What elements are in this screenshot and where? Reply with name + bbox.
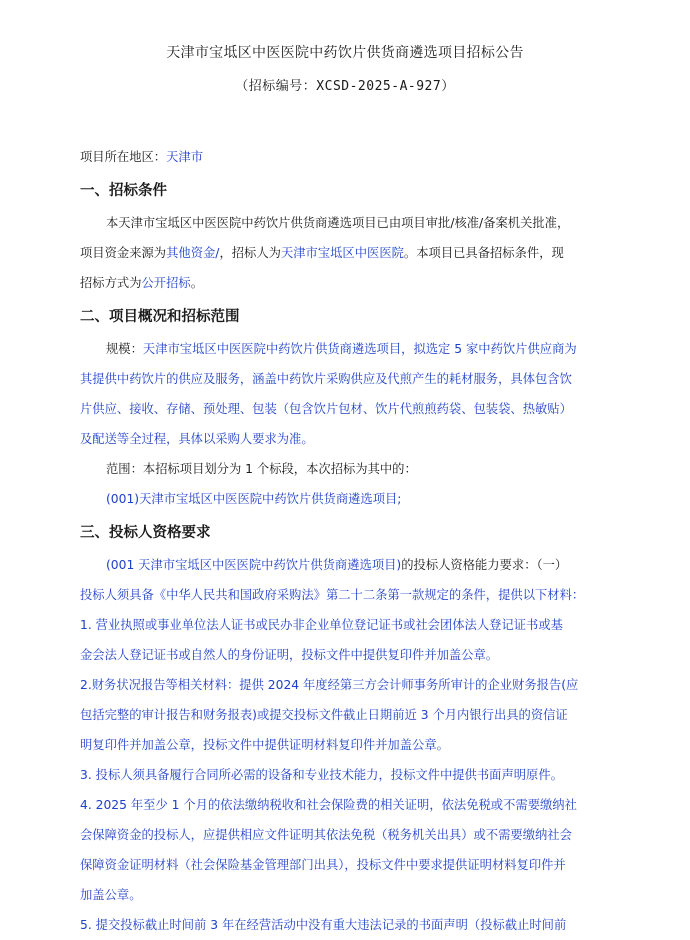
range-line: 范围：本招标项目划分为 1 个标段，本次招标为其中的：: [106, 462, 417, 476]
text-fragment: 招标方式为: [80, 276, 142, 290]
tenderer-name: 天津市宝坻区中医医院: [280, 246, 404, 260]
region-label: 项目所在地区：: [80, 150, 167, 164]
text-fragment: 的投标人资格能力要求：（一）: [401, 558, 568, 572]
list-item: 包括完整的审计报告和财务报表)或提交投标文件截止日期前近 3 个月内银行出具的资信证: [80, 708, 568, 722]
section-heading-qualifications: 三、投标人资格要求: [80, 525, 211, 541]
paragraph-line: [80, 550, 612, 580]
list-item: 5. 提交投标截止时间前 3 年在经营活动中没有重大违法记录的书面声明（投标截止时间前: [80, 918, 567, 932]
region-value: 天津市: [166, 150, 203, 164]
list-item: 会保障资金的投标人，应提供相应文件证明其依法免税（税务机关出具）或不需要缴纳社会: [80, 828, 572, 842]
list-item: 1. 营业执照或事业单位法人证书或民办非企业单位登记证书或社会团体法人登记证书或基: [80, 618, 563, 632]
text-fragment: 项目资金来源为: [80, 246, 167, 260]
fund-source: 其他资金/: [166, 246, 220, 260]
paragraph-line: 投标人须具备《中华人民共和国政府采购法》第二十二条第一款规定的条件，提供以下材料：: [80, 588, 585, 602]
lot-line: (001)天津市宝坻区中医医院中药饮片供货商遴选项目;: [106, 492, 402, 506]
paragraph-line: 本天津市宝坻区中医医院中药饮片供货商遴选项目已由项目审批/核准/备案机关批准，: [106, 216, 570, 230]
text-fragment: 。本项目已具备招标条件，现: [403, 246, 564, 260]
list-item: 明复印件并加盖公章，投标文件中提供证明材料复印件并加盖公章。: [80, 738, 449, 752]
document-title: 天津市宝坻区中医医院中药饮片供货商遴选项目招标公告: [166, 45, 524, 61]
tender-method: 公开招标: [141, 276, 191, 290]
list-item: 加盖公章。: [80, 888, 142, 902]
region-line: [80, 142, 612, 172]
paragraph-line: 片供应、接收、存储、预处理、包装（包含饮片包材、饮片代煎煎药袋、包装袋、热敏贴）: [80, 402, 572, 416]
section-heading-conditions: 一、招标条件: [80, 183, 167, 199]
text-fragment: ，招标人为: [219, 246, 281, 260]
list-item: 保障资金证明材料（社会保险基金管理部门出具），投标文件中要求提供证明材料复印件并: [80, 858, 566, 872]
scale-label: 规模：: [106, 342, 143, 356]
paragraph-line: 及配送等全过程，具体以采购人要求为准。: [80, 432, 314, 446]
section-heading-overview: 二、项目概况和招标范围: [80, 309, 240, 325]
list-item: 3. 投标人须具备履行合同所必需的设备和专业技术能力，投标文件中提供书面声明原件。: [80, 768, 563, 782]
text-fragment: 。: [190, 276, 204, 290]
list-item: 4. 2025 年至少 1 个月的依法缴纳税收和社会保险费的相关证明，依法免税或不需要缴纳社: [80, 798, 577, 812]
document-body: [80, 142, 612, 940]
list-item: 2.财务状况报告等相关材料：提供 2024 年度经第三方会计师事务所审计的企业财务报告(应: [80, 678, 579, 692]
tender-number: （招标编号：XCSD-2025-A-927）: [235, 79, 455, 94]
list-item: 金会法人登记证书或自然人的身份证明，投标文件中提供复印件并加盖公章。: [80, 648, 499, 662]
paragraph-line: 其提供中药饮片的供应及服务，涵盖中药饮片采购供应及代煎产生的耗材服务，具体包含饮: [80, 372, 572, 386]
paragraph-line: [80, 334, 612, 364]
lot-reference: (001 天津市宝坻区中医医院中药饮片供货商遴选项目): [106, 558, 402, 572]
paragraph-line: [80, 268, 612, 298]
paragraph-line: [80, 238, 612, 268]
scale-text: 天津市宝坻区中医医院中药饮片供货商遴选项目，拟选定 5 家中药饮片供应商为: [142, 342, 577, 356]
